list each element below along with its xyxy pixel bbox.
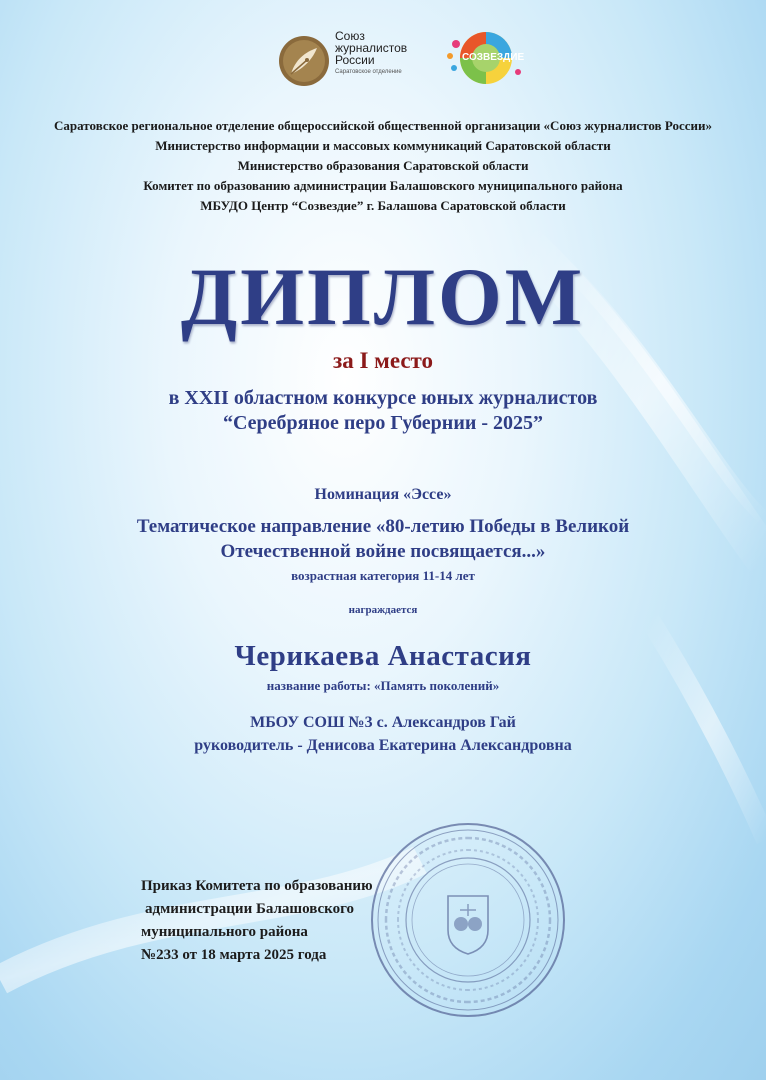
work-title: название работы: «Память поколений»	[266, 678, 500, 693]
order-line-2: администрации Балашовского	[145, 901, 355, 917]
organizer-line: Министерство информации и массовых коммуникаций Саратовской области	[155, 138, 611, 153]
thematic-direction	[0, 514, 766, 564]
contest-name	[0, 386, 766, 436]
sozvezdie-wordmark: СОЗВЕЗДИЕ	[462, 52, 525, 63]
nomination: Номинация «Эссе»	[314, 486, 452, 503]
order-line-1: Приказ Комитета по образованию	[141, 878, 373, 894]
direction-line-1: Тематическое направление «80-летию Победы в Великой	[136, 516, 630, 537]
award-place: за I место	[332, 348, 434, 373]
organizer-line: Саратовское региональное отделение общероссийской общественной организации «Союз журналистов России»	[54, 118, 712, 133]
order-line-4: №233 от 18 марта 2025 года	[141, 947, 327, 963]
header-logos	[0, 26, 766, 96]
winner-name: Черикаева Анастасия	[234, 640, 532, 672]
order-reference	[141, 875, 461, 967]
age-category: возрастная категория 11-14 лет	[291, 568, 475, 583]
journalists-union-logo	[277, 30, 427, 96]
organizer-line: Министерство образования Саратовской области	[237, 158, 529, 173]
diploma-title: ДИПЛОМ	[180, 251, 586, 342]
leader-name: руководитель - Денисова Екатерина Александровна	[194, 737, 572, 754]
direction-line-2: Отечественной войне посвящается...»	[220, 541, 546, 562]
union-line-1: Союз	[335, 29, 365, 43]
union-subtitle: Саратовское отделение	[335, 69, 402, 75]
school-name: МБОУ СОШ №3 с. Александров Гай	[250, 714, 516, 731]
journalists-union-wordmark	[335, 30, 407, 76]
organizer-line: Комитет по образованию администрации Балашовского муниципального района	[143, 178, 623, 193]
awarded-label: награждается	[348, 604, 418, 616]
pen-nib-icon	[277, 34, 331, 88]
order-line-3: муниципального района	[141, 924, 308, 940]
union-line-2: журналистов	[335, 41, 408, 55]
sozvezdie-logo	[442, 28, 528, 86]
contest-line-2: “Серебряное перо Губернии - 2025”	[222, 412, 544, 434]
organizer-line: МБУДО Центр “Созвездие” г. Балашова Саратовской области	[200, 198, 566, 213]
contest-line-1: в XXII областном конкурсе юных журналистов	[168, 387, 598, 409]
organizers-list	[0, 116, 766, 216]
union-line-3: России	[335, 53, 375, 67]
